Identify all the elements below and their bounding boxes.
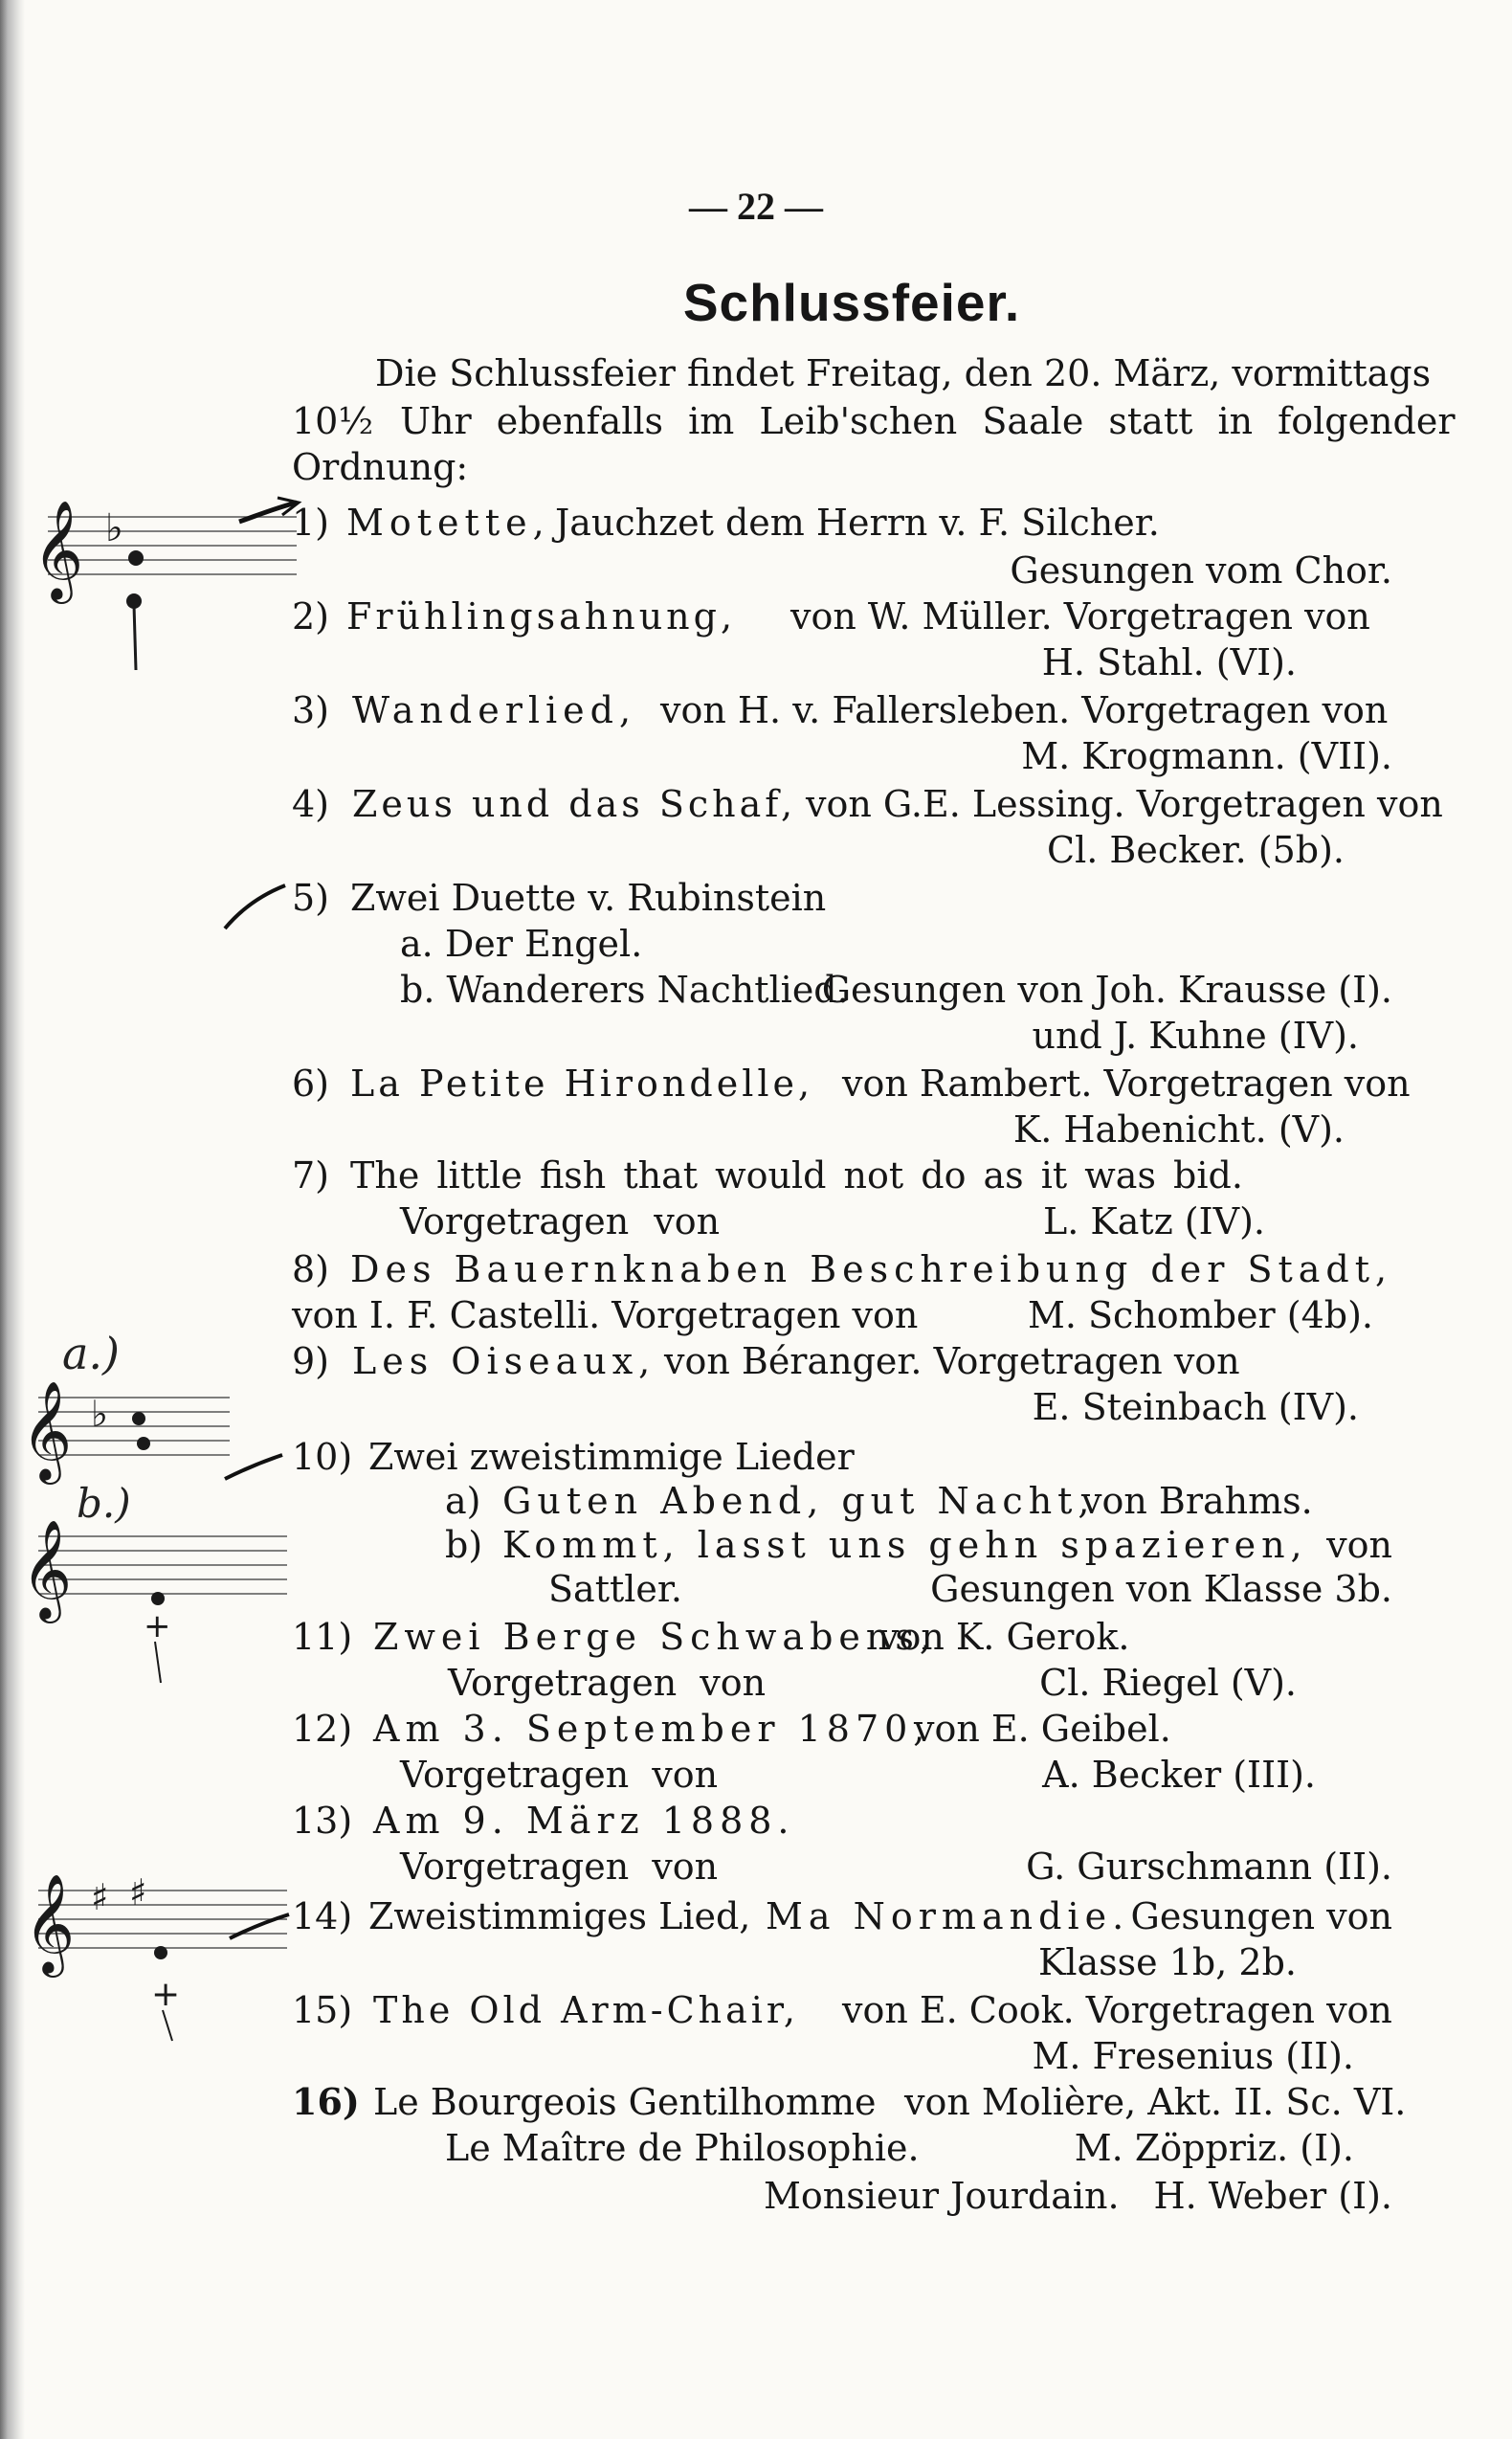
item-number: 4) xyxy=(292,783,330,825)
item-title: Zwei Duette v. Rubinstein xyxy=(350,877,827,919)
item-performer-2: und J. Kuhne (IV). xyxy=(1032,1015,1359,1057)
item-performer: A. Becker (III). xyxy=(1042,1754,1316,1796)
item-title: Le Bourgeois Gentilhomme xyxy=(373,2081,877,2123)
item-detail: von E. Geibel. xyxy=(914,1708,1171,1750)
item-performer: Klasse 1b, 2b. xyxy=(1037,1941,1297,1983)
item-number: 6) xyxy=(292,1063,330,1105)
item-number: 2) xyxy=(292,595,330,638)
item-sub-a-detail: von Brahms. xyxy=(1081,1480,1313,1522)
item-title: Les Oiseaux, xyxy=(352,1340,656,1382)
handwritten-mark-item-5 xyxy=(220,876,287,937)
item-detail: von Béranger. Vorgetragen von xyxy=(664,1340,1240,1382)
item-title: Des Bauernknaben Beschreibung der Stadt, xyxy=(350,1248,1393,1290)
item-title: Motette, xyxy=(346,502,550,544)
svg-text:𝄞: 𝄞 xyxy=(21,1380,73,1481)
item-sub-b: b. Wanderers Nachtlied. xyxy=(400,969,849,1011)
item-detail: von K. Gerok. xyxy=(878,1616,1130,1658)
item-detail: Gesungen von xyxy=(1130,1895,1392,1937)
item-sub-b-label: b) xyxy=(445,1524,483,1566)
page-binding-edge xyxy=(0,0,25,2439)
item-performer: Gesungen von Klasse 3b. xyxy=(930,1568,1392,1610)
item-left-line: Vorgetragen von xyxy=(448,1662,767,1704)
item-number: 14) xyxy=(292,1895,353,1937)
item-number: 11) xyxy=(292,1616,353,1658)
item-number: 13) xyxy=(292,1800,353,1842)
item-title: The little fish that would not do as it was bid. xyxy=(350,1154,1243,1197)
item-title: Frühlingsahnung, xyxy=(346,595,737,638)
item-number: 15) xyxy=(292,1989,353,2031)
item-performer: M. Krogmann. (VII). xyxy=(1021,735,1392,777)
note-label-a: a.) xyxy=(62,1328,120,1379)
handwritten-music-staff-2 xyxy=(10,1321,297,1689)
item-left-line: von I. F. Castelli. Vorgetragen von xyxy=(292,1294,919,1336)
item-number: 8) xyxy=(292,1248,330,1290)
item-left-line: Vorgetragen von xyxy=(400,1846,719,1888)
item-title: Am 3. September 1870, xyxy=(373,1708,931,1750)
item-number: 5) xyxy=(292,877,330,919)
item-title: Ma Normandie. xyxy=(766,1895,1130,1937)
item-performer: M. Schomber (4b). xyxy=(1027,1294,1373,1336)
svg-text:+: + xyxy=(151,1975,181,2014)
item-performer: L. Katz (IV). xyxy=(1043,1200,1265,1242)
item-detail: von H. v. Fallersleben. Vorgetragen von xyxy=(660,689,1389,731)
item-title: Zeus und das Schaf, xyxy=(352,783,797,825)
item-number: 1) xyxy=(292,502,330,544)
item-left-line: Vorgetragen von xyxy=(400,1754,719,1796)
svg-text:♭: ♭ xyxy=(91,1393,108,1435)
item-performer-1: M. Zöppriz. (I). xyxy=(1074,2127,1354,2169)
item-sub-a: a. Der Engel. xyxy=(400,923,643,965)
item-performer-2: H. Weber (I). xyxy=(1153,2175,1392,2217)
item-sub-a-title: Guten Abend, gut Nacht, xyxy=(502,1480,1096,1522)
svg-text:𝄞: 𝄞 xyxy=(24,1873,76,1974)
handwritten-music-staff-1 xyxy=(19,479,297,683)
intro-line-3: Ordnung: xyxy=(292,446,469,488)
item-number: 16) xyxy=(292,2080,360,2123)
intro-line-1: Die Schlussfeier findet Freitag, den 20. März, vormittags xyxy=(375,352,1432,394)
item-performer: K. Habenicht. (V). xyxy=(1012,1108,1345,1151)
item-detail: von Molière, Akt. II. Sc. VI. xyxy=(904,2081,1407,2123)
item-sub-a-label: a) xyxy=(445,1480,481,1522)
item-title: La Petite Hirondelle, xyxy=(350,1063,814,1105)
item-performer: Cl. Becker. (5b). xyxy=(1047,829,1345,871)
item-sub-b-detail: von xyxy=(1326,1524,1392,1566)
item-title: Am 9. März 1888. xyxy=(373,1800,795,1842)
item-performer: Gesungen vom Chor. xyxy=(1010,549,1392,592)
item-performer: H. Stahl. (VI). xyxy=(1041,641,1297,683)
item-performer: Cl. Riegel (V). xyxy=(1039,1662,1297,1704)
item-title: The Old Arm-Chair, xyxy=(373,1989,800,2031)
item-title: Wanderlied, xyxy=(352,689,637,731)
item-title-prefix: Zweistimmiges Lied, xyxy=(368,1895,751,1937)
item-detail: von W. Müller. Vorgetragen von xyxy=(790,595,1370,638)
intro-line-2: Uhr ebenfalls im Leib'schen Saale statt in folgender xyxy=(400,400,1456,442)
svg-text:♯: ♯ xyxy=(91,1876,109,1918)
svg-text:♭: ♭ xyxy=(105,506,123,550)
item-number: 10) xyxy=(292,1436,353,1478)
intro-line-2-time: 10½ xyxy=(292,400,374,442)
item-detail: Jauchzet dem Herrn v. F. Silcher. xyxy=(555,502,1160,544)
item-number: 7) xyxy=(292,1154,330,1197)
item-left-line: Vorgetragen von xyxy=(400,1200,721,1242)
item-performer: G. Gurschmann (II). xyxy=(1026,1846,1392,1888)
item-number: 12) xyxy=(292,1708,353,1750)
item-number: 9) xyxy=(292,1340,330,1382)
item-number: 3) xyxy=(292,689,330,731)
item-detail: von Rambert. Vorgetragen von xyxy=(842,1063,1411,1105)
item-role-1: Le Maître de Philosophie. xyxy=(445,2127,920,2169)
handwritten-music-staff-3 xyxy=(19,1838,306,2052)
item-title: Zwei Berge Schwabens, xyxy=(373,1616,937,1658)
item-detail: von E. Cook. Vorgetragen von xyxy=(842,1989,1392,2031)
item-sub-b-title: Kommt, lasst uns gehn spazieren, xyxy=(502,1524,1308,1566)
svg-text:+: + xyxy=(144,1607,171,1645)
svg-text:𝄞: 𝄞 xyxy=(21,1519,73,1620)
note-label-b: b.) xyxy=(77,1480,131,1527)
item-title: Zwei zweistimmige Lieder xyxy=(368,1436,855,1478)
item-performer: E. Steinbach (IV). xyxy=(1032,1386,1359,1428)
item-left-line: Sattler. xyxy=(548,1568,682,1610)
item-detail: von G.E. Lessing. Vorgetragen von xyxy=(806,783,1443,825)
page-title: Schlussfeier. xyxy=(682,273,1021,332)
item-performer: M. Fresenius (II). xyxy=(1032,2035,1354,2077)
svg-text:♯: ♯ xyxy=(129,1871,147,1913)
item-role-2: Monsieur Jourdain. xyxy=(764,2175,1120,2217)
item-performer: Gesungen von Joh. Krausse (I). xyxy=(821,969,1392,1011)
page-number: — 22 — xyxy=(689,185,823,228)
svg-text:𝄞: 𝄞 xyxy=(33,500,84,600)
